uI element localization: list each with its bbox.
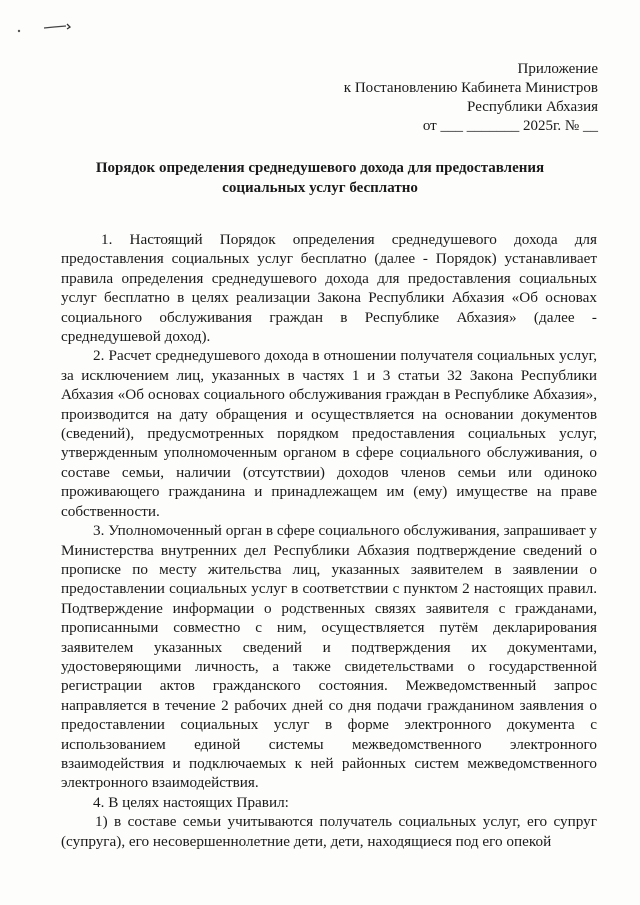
header-line-appendix: Приложение: [517, 61, 598, 77]
paragraph-4-subitem-1: 1) в составе семьи учитываются получатель социальных услуг, его супруг (супруга), его несовершеннолетние дети, дети, находящиеся под его опекой: [61, 813, 597, 850]
document-title: [40, 158, 600, 198]
header-line-resolution: к Постановлению Кабинета Министров: [343, 80, 598, 96]
document-body: [61, 230, 597, 851]
scan-artifact-mark: [14, 22, 74, 36]
header-line-date-number: от ___ _______ 2025г. № __: [422, 118, 598, 134]
paragraph-1: 1. Настоящий Порядок определения среднедушевого дохода для предоставления социальных услуг бесплатно (далее - Порядок) устанавливает правила определения среднедушевого дохода для предоставления социальных услуг бесплатно в целях реализации Закона Республики Абхазия «Об основах социального обслуживания граждан в Республике Абхазия» (далее - среднедушевой доход).: [61, 231, 597, 346]
appendix-header: [344, 60, 598, 136]
title-line-1: Порядок определения среднедушевого дохода для предоставления: [95, 160, 545, 176]
header-line-republic: Республики Абхазия: [467, 99, 598, 115]
paragraph-4: 4. В целях настоящих Правил:: [93, 793, 289, 811]
paragraph-2: 2. Расчет среднедушевого дохода в отношении получателя социальных услуг, за исключением лиц, указанных в частях 1 и 3 статьи 32 Закона Республики Абхазия «Об основах социального обслуживания граждан в Республике Абхазия», производится на дату обращения и осуществляется на основании документов (сведений), предусмотренных порядком предоставления социальных услуг, утвержденным уполномоченным органом в сфере социального обслуживания, о составе семьи, наличии (отсутствии) доходов членов семьи или одиноко проживающего гражданина и принадлежащем им (ему) имуществе на праве собственности.: [61, 347, 597, 520]
title-line-2: социальных услуг бесплатно: [222, 180, 418, 196]
paragraph-3: 3. Уполномоченный орган в сфере социального обслуживания, запрашивает у Министерства внутренних дел Республики Абхазия подтверждение сведений о прописке по месту жительства лиц, указанных заявителем в заявлении о предоставлении социальных услуг в соответствии с пунктом 2 настоящих правил. Подтверждение информации о родственных связях заявителя с гражданами, прописанными совместно с ним, осуществляется путём декларирования заявителем указанных сведений и подтверждения их документами, удостоверяющими личность, а также свидетельствами о государственной регистрации актов гражданского состояния. Межведомственный запрос направляется в течение 2 рабочих дней со дня подачи гражданином заявления о предоставлении социальных услуг в форме электронного документа с использованием единой системы межведомственного электронного взаимодействия и подключаемых к ней районных систем межведомственного электронного взаимодействия.: [61, 522, 597, 792]
